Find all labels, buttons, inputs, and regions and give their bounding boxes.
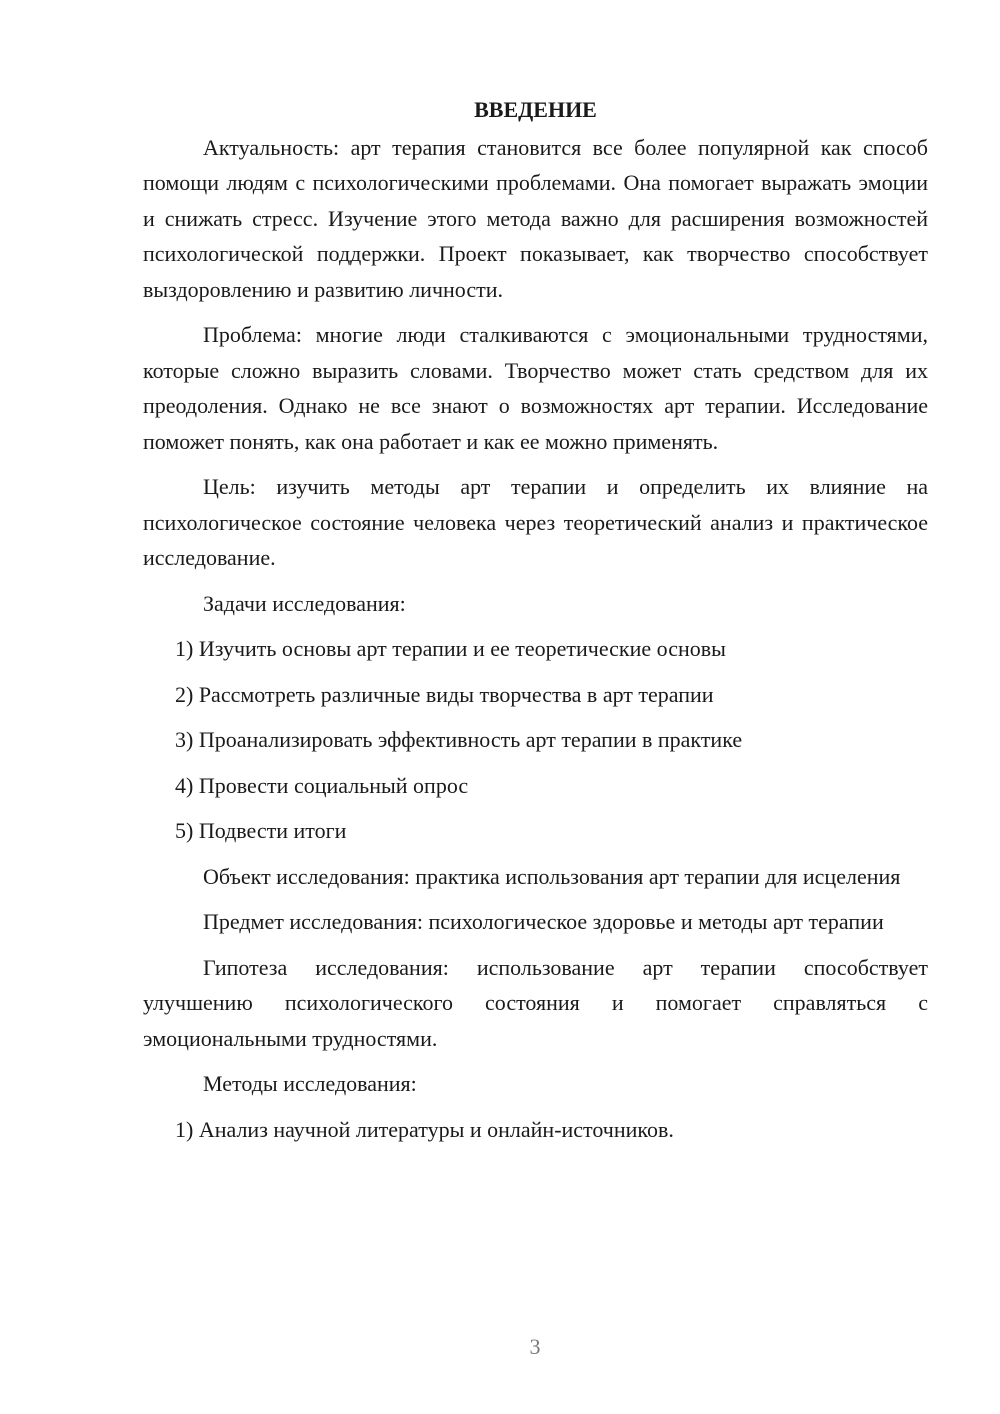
hypothesis-paragraph: Гипотеза исследования: использование арт терапии способствует улучшению психологического состояния и помогает справляться с эмоциональными трудностями. [143,954,928,1051]
list-item: 1) Изучить основы арт терапии и ее теоретические основы [175,636,726,661]
page-body [143,92,928,1157]
relevance-paragraph: Актуальность: арт терапия становится все более популярной как способ помощи людям с психологическими проблемами. Она помогает выражать эмоции и снижать стресс. Изучение этого метода важно для расширения возможностей психологической поддержки. Проект показывает, как творчество способствует выздоровлению и развитию личности. [143,134,928,302]
section-heading: ВВЕДЕНИЕ [474,97,597,122]
methods-title: Методы исследования: [203,1071,417,1096]
list-item: 3) Проанализировать эффективность арт терапии в практике [175,727,743,752]
list-item: 2) Рассмотреть различные виды творчества в арт терапии [175,681,714,707]
subject-paragraph: Предмет исследования: психологическое здоровье и методы арт терапии [203,909,884,934]
list-item: 5) Подвести итоги [175,818,347,843]
tasks-title: Задачи исследования: [203,590,406,616]
tasks-list [143,631,928,849]
methods-list [143,1112,928,1148]
object-paragraph: Объект исследования: практика использования арт терапии для исцеления [203,863,901,889]
page-number: 3 [529,1334,541,1359]
list-item: 1) Анализ научной литературы и онлайн-источников. [175,1116,674,1142]
problem-paragraph: Проблема: многие люди сталкиваются с эмоциональными трудностями, которые сложно выразить словами. Творчество может стать средством для их преодоления. Однако не все знают о возможностях арт терапии. Исследование поможет понять, как она работает и как ее можно применять. [143,322,928,454]
goal-paragraph: Цель: изучить методы арт терапии и определить их влияние на психологическое состояние человека через теоретический анализ и практическое исследование. [143,474,928,570]
list-item: 4) Провести социальный опрос [175,772,469,798]
